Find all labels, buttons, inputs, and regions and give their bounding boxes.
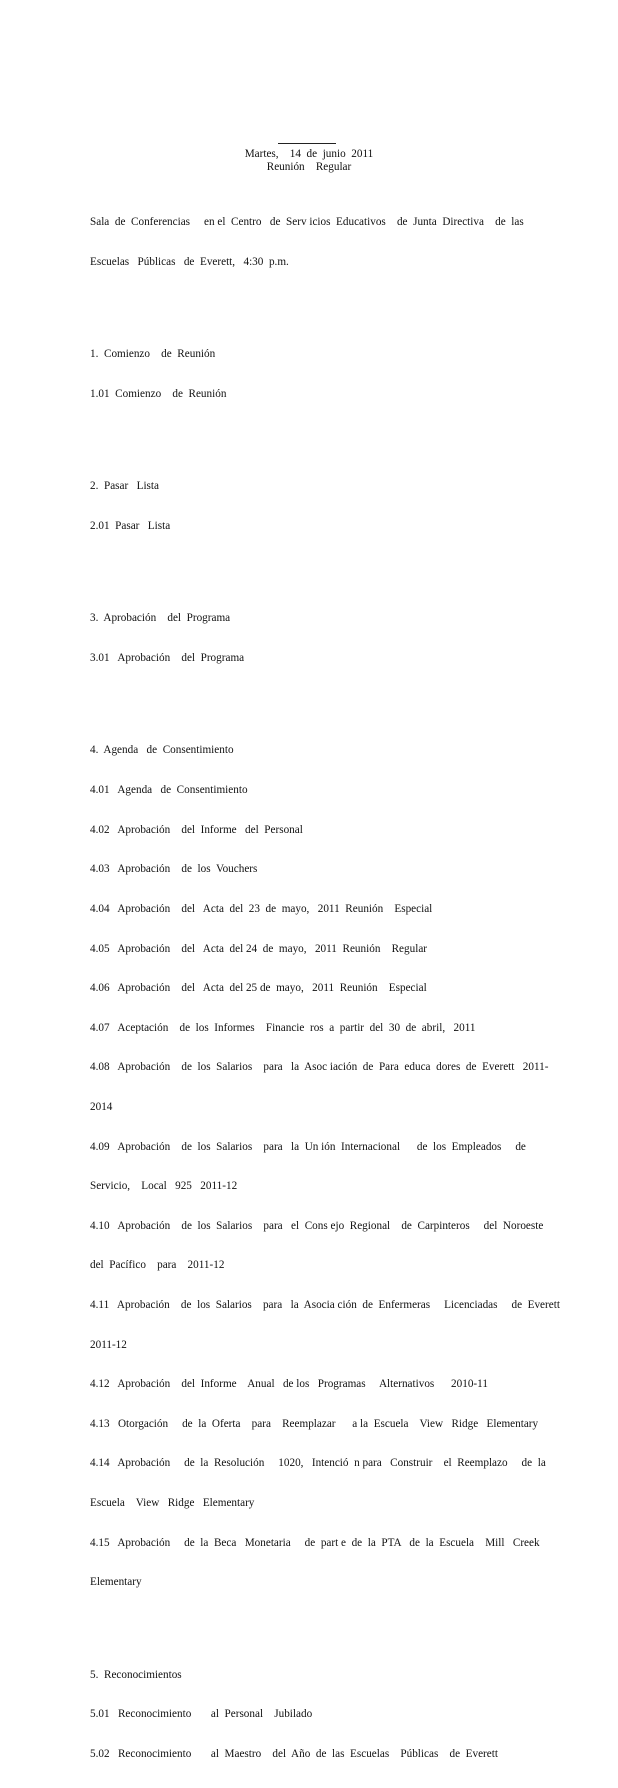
agenda-item: 4.12 Aprobación del Informe Anual de los Programas Alternativos 2010-11	[90, 1378, 488, 1391]
agenda-item: 4.03 Aprobación de los Vouchers	[90, 863, 258, 876]
agenda-item: 2.01 Pasar Lista	[90, 520, 171, 533]
section-title: 2. Pasar Lista	[90, 480, 159, 493]
meeting-date: Martes, 14 de junio 2011	[244, 148, 374, 160]
section-title: 1. Comienzo de Reunión	[90, 348, 216, 361]
agenda-item: 4.05 Aprobación del Acta del 24 de mayo, 2011 Reunión Regular	[90, 942, 428, 955]
agenda-item: 4.11 Aprobación de los Salarios para la Asocia ción de Enfermeras Licenciadas de Everett	[90, 1299, 560, 1311]
agenda-item: 4.02 Aprobación del Informe del Personal	[90, 823, 303, 836]
agenda-item-continued: Servicio, Local 925 2011-12	[90, 1180, 238, 1193]
section-title: 3. Aprobación del Programa	[90, 612, 231, 625]
header-rule	[278, 143, 336, 144]
agenda-item-continued: Elementary	[90, 1576, 142, 1589]
agenda-item: 4.01 Agenda de Consentimiento	[90, 784, 248, 797]
agenda-item: 5.02 Reconocimiento al Maestro del Año de las Escuelas Públicas de Everett	[90, 1747, 498, 1760]
agenda-item: 4.04 Aprobación del Acta del 23 de mayo, 2011 Reunión Especial	[90, 902, 433, 915]
agenda-item: 4.07 Aceptación de los Informes Financie ros a partir del 30 de abril, 2011	[90, 1021, 476, 1034]
section-title: 5. Reconocimientos	[90, 1668, 182, 1681]
agenda-body	[90, 190, 560, 1788]
agenda-item: 4.06 Aprobación del Acta del 25 de mayo, 2011 Reunión Especial	[90, 982, 427, 995]
agenda-item: 4.14 Aprobación de la Resolución 1020, Intenció n para Construir el Reemplazo de la	[90, 1457, 546, 1470]
agenda-item: 1.01 Comienzo de Reunión	[90, 388, 227, 401]
meeting-type: Reunión Regular	[266, 161, 352, 173]
agenda-item: 4.09 Aprobación de los Salarios para la Un ión Internacional de los Empleados de	[90, 1140, 526, 1153]
agenda-item: 4.08 Aprobación de los Salarios para la Asoc iación de Para educa dores de Everett 2011-	[90, 1061, 549, 1074]
agenda-item-continued: Escuela View Ridge Elementary	[90, 1497, 255, 1510]
agenda-item: 3.01 Aprobación del Programa	[90, 652, 245, 665]
agenda-item-continued: 2011-12	[90, 1338, 127, 1351]
agenda-item: 4.13 Otorgación de la Oferta para Reemplazar a la Escuela View Ridge Elementary	[90, 1417, 539, 1430]
location-line: Sala de Conferencias en el Centro de Serv icios Educativos de Junta Directiva de las	[90, 216, 524, 229]
agenda-item-continued: 2014	[90, 1100, 113, 1113]
agenda-item: 4.15 Aprobación de la Beca Monetaria de part e de la PTA de la Escuela Mill Creek	[90, 1536, 540, 1549]
section-title: 4. Agenda de Consentimiento	[90, 744, 234, 757]
location-line: Escuelas Públicas de Everett, 4:30 p.m.	[90, 256, 289, 269]
agenda-item: 5.01 Reconocimiento al Personal Jubilado	[90, 1708, 313, 1721]
agenda-item-continued: del Pacífico para 2011-12	[90, 1259, 225, 1272]
agenda-item: 4.10 Aprobación de los Salarios para el Cons ejo Regional de Carpinteros del Noroeste	[90, 1219, 544, 1232]
